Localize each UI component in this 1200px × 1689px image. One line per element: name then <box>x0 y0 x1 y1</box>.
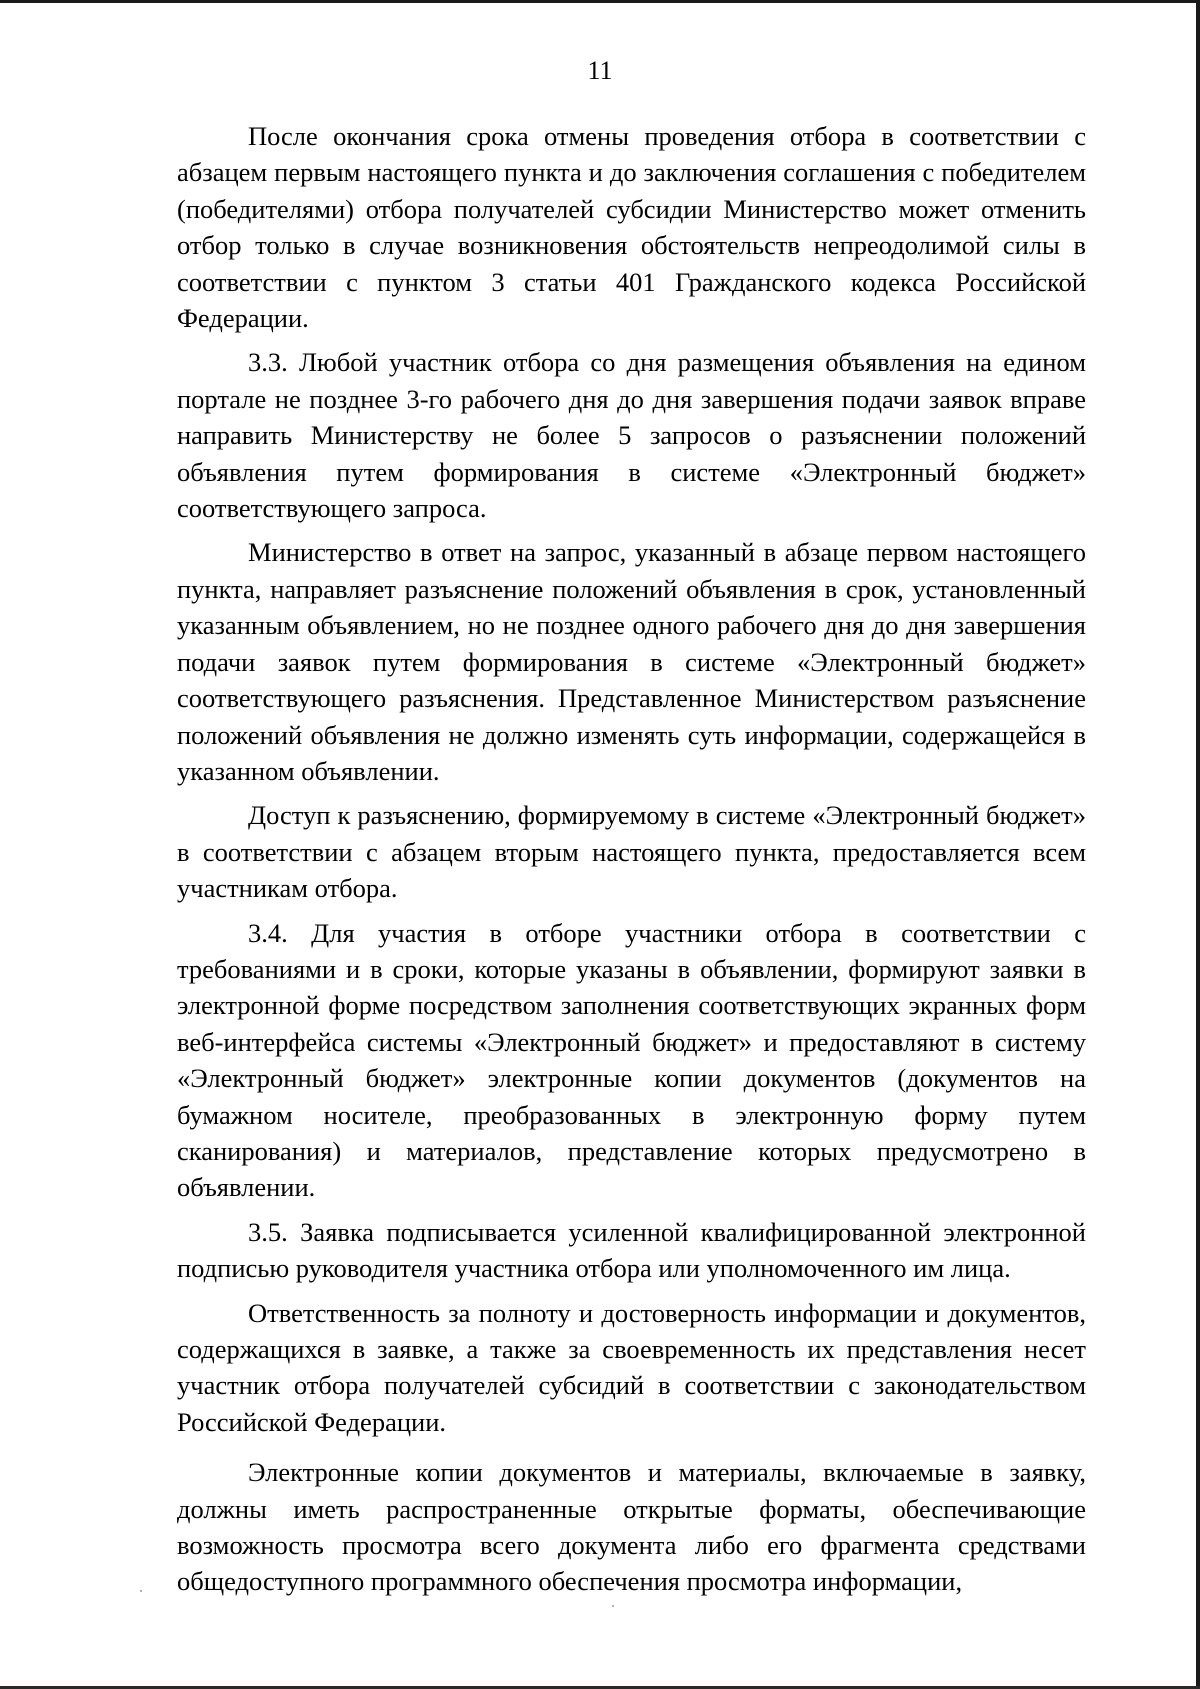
scan-border-top <box>0 0 1200 3</box>
paragraph-3-4-application-submission: 3.4. Для участия в отборе участники отбора в соответствии с требованиями и в сроки, которые указаны в объявлении, формируют заявки в электронной форме посредством заполнения соответствующих экранных форм веб-интерфейса системы «Электронный бюджет» и предоставляют в систему «Электронный бюджет» электронные копии документов (документов на бумажном носителе, преобразованных в электронную форму путем сканирования) и материалов, представление которых предусмотрено в объявлении. <box>177 917 1086 1203</box>
scan-speck <box>612 1605 614 1607</box>
paragraph-ministry-response: Министерство в ответ на запрос, указанный в абзаце первом настоящего пункта, направляет разъяснение положений объявления в срок, установленный указанным объявлением, но не позднее одного рабочего дня до дня завершения подачи заявок путем формирования в системе «Электронный бюджет» соответствующего разъяснения. Представленное Министерством разъяснение положений объявления не должно изменять суть информации, содержащейся в указанном объявлении. <box>177 537 1086 786</box>
scan-speck <box>140 1590 142 1592</box>
paragraph-3-5-electronic-signature: 3.5. Заявка подписывается усиленной квалифицированной электронной подписью руководителя участника отбора или уполномоченного им лица. <box>177 1216 1086 1284</box>
scan-border-right <box>1196 0 1200 1689</box>
paragraph-access-to-clarification: Доступ к разъяснению, формируемому в системе «Электронный бюджет» в соответствии с абзацем вторым настоящего пункта, предоставляется всем участникам отбора. <box>177 800 1086 904</box>
document-body <box>177 118 1086 1600</box>
paragraph-electronic-copies-formats: Электронные копии документов и материалы, включаемые в заявку, должны иметь распространенные открытые форматы, обеспечивающие возможность просмотра всего документа либо его фрагмента средствами общедоступного программного обеспечения просмотра информации, <box>177 1457 1086 1597</box>
paragraph-responsibility: Ответственность за полноту и достоверность информации и документов, содержащихся в заявке, а также за своевременность их представления несет участник отбора получателей субсидий в соответствии с законодательством Российской Федерации. <box>177 1297 1086 1437</box>
page-number: 11 <box>587 56 613 85</box>
paragraph-cancellation-force-majeure: После окончания срока отмены проведения отбора в соответствии с абзацем первым настоящего пункта и до заключения соглашения с победителем (победителями) отбора получателей субсидии Министерство может отменить отбор только в случае возникновения обстоятельств непреодолимой силы в соответствии с пунктом 3 статьи 401 Гражданского кодекса Российской Федерации. <box>177 121 1086 334</box>
paragraph-3-3-clarification-requests: 3.3. Любой участник отбора со дня размещения объявления на едином портале не позднее 3-го рабочего дня до дня завершения подачи заявок вправе направить Министерству не более 5 запросов о разъяснении положений объявления путем формирования в системе «Электронный бюджет» соответствующего запроса. <box>177 347 1086 524</box>
